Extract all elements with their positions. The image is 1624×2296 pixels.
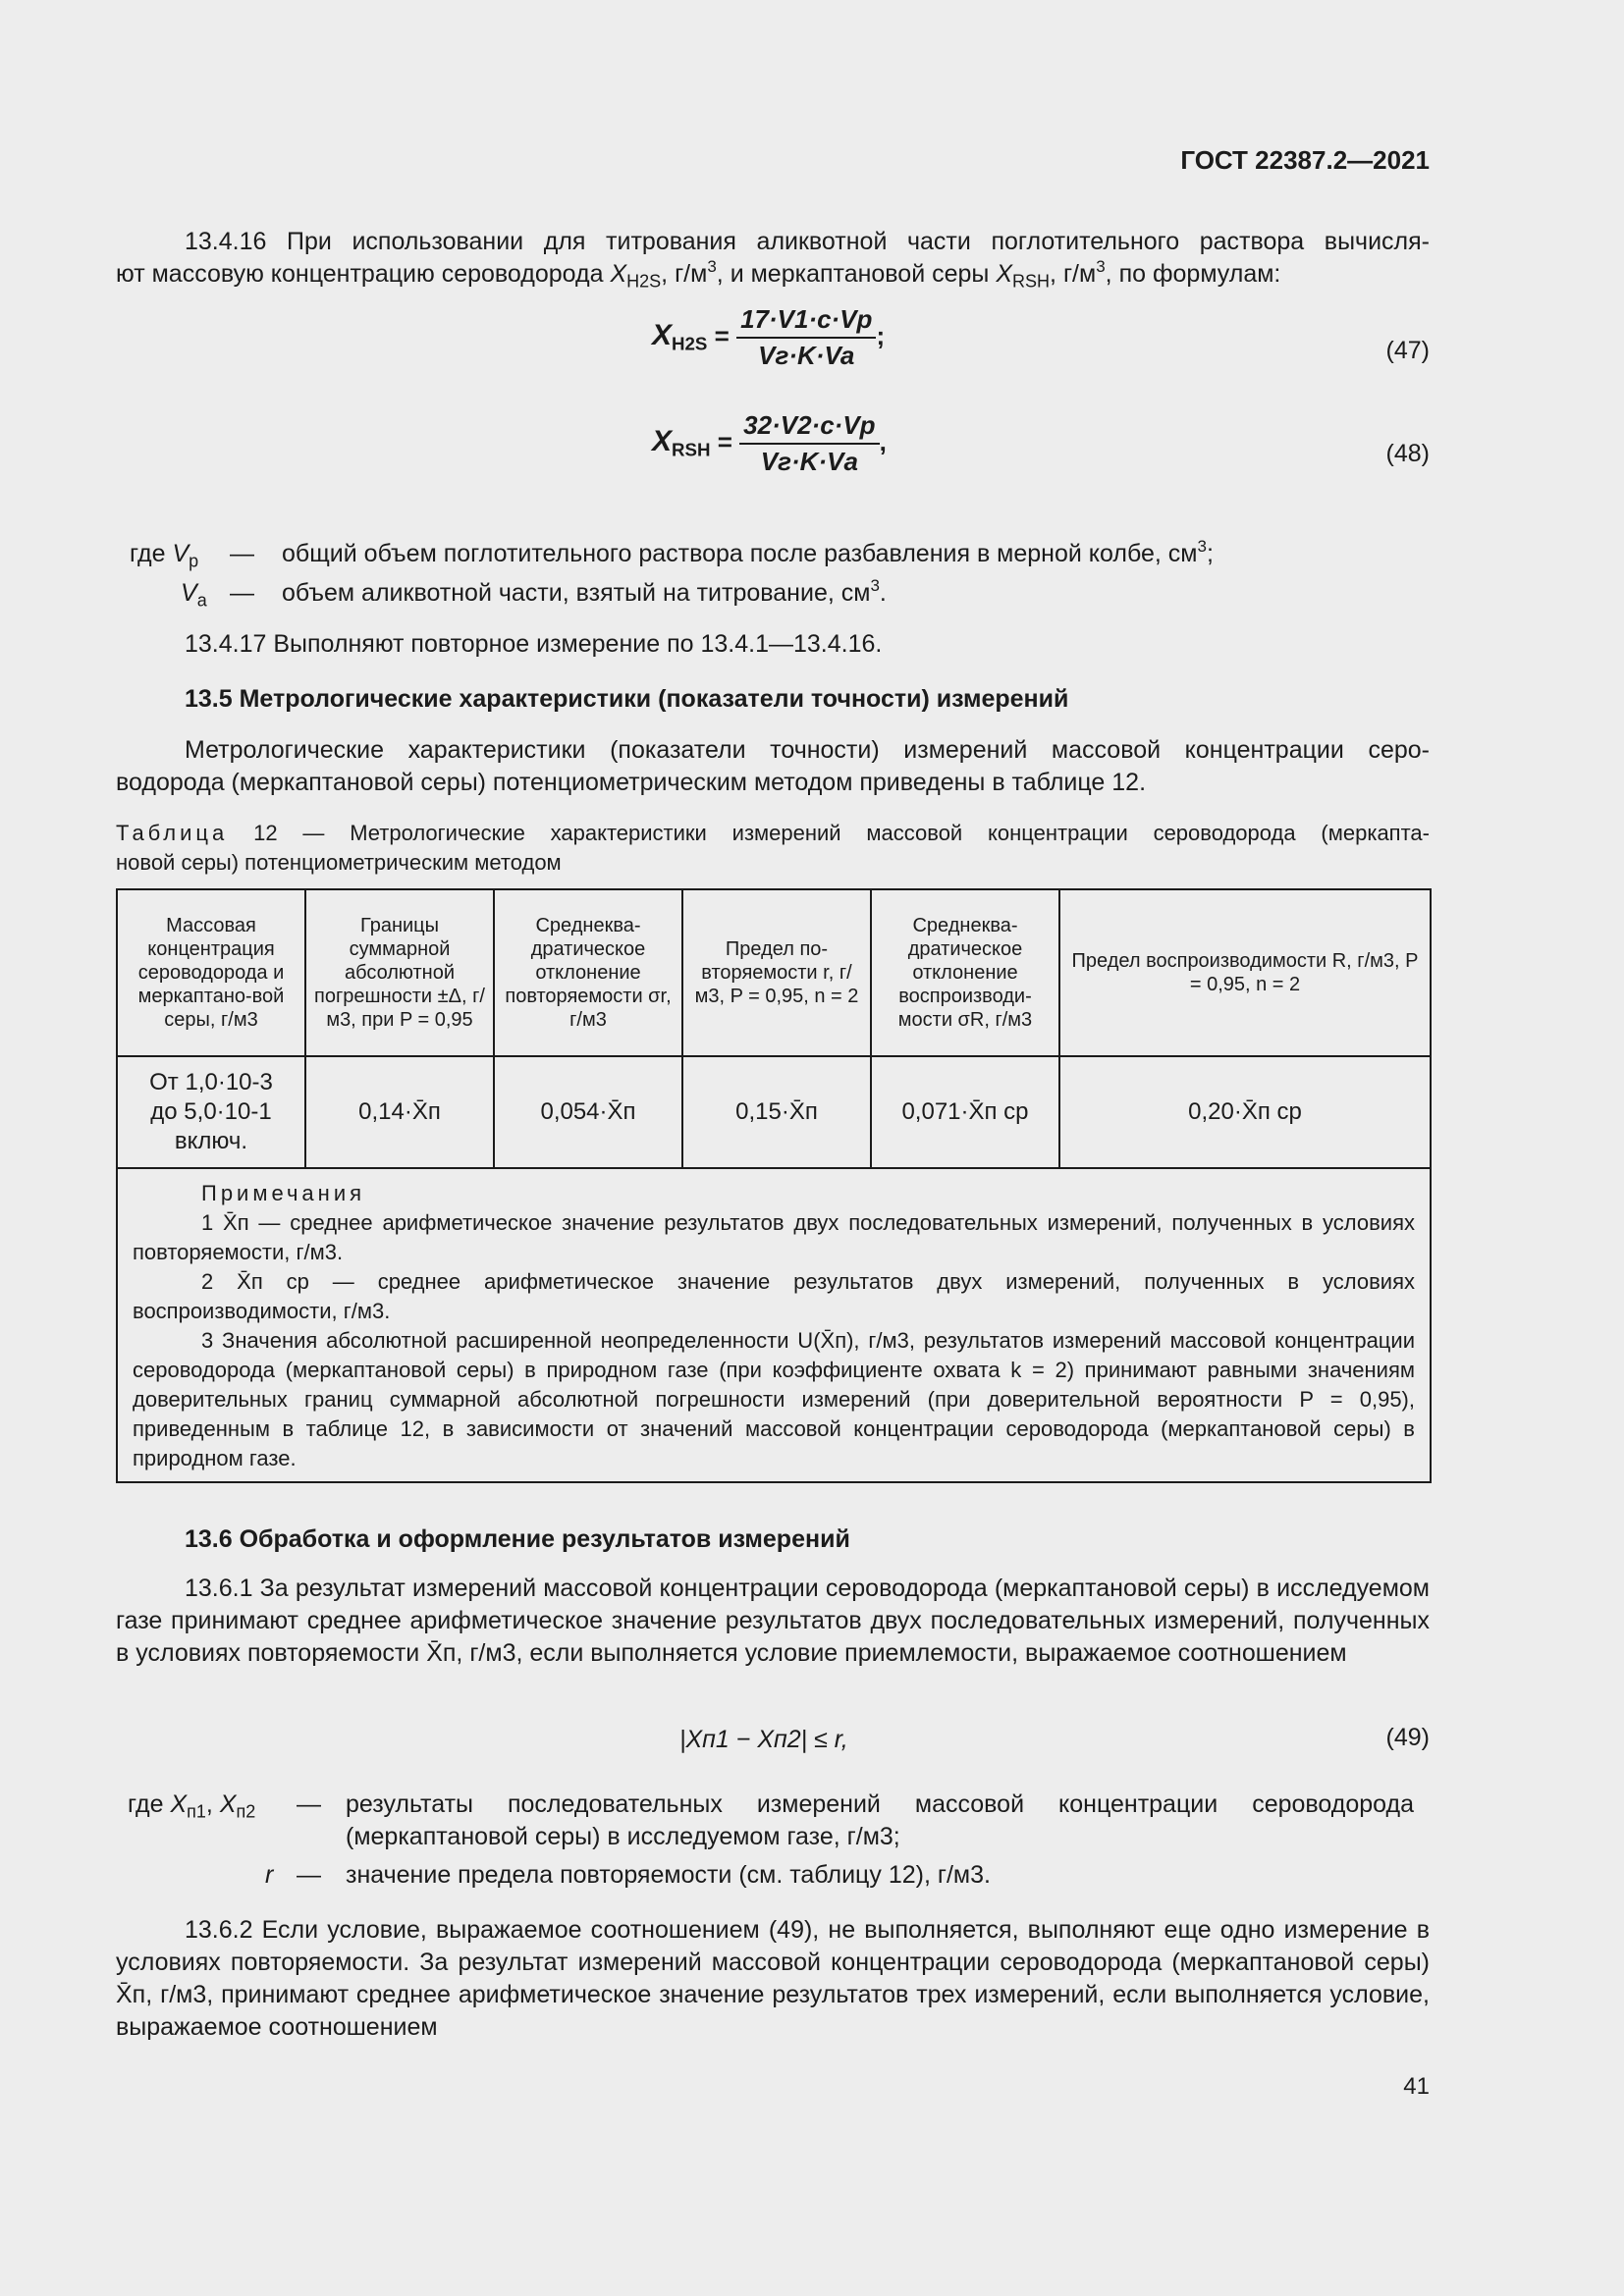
caption-line: Таблица 12 — Метрологические характеристики измерений массовой концентрации сероводорода (меркапта-: [116, 821, 1430, 845]
table-cell: От 1,0·10-3 до 5,0·10-1 включ.: [117, 1056, 305, 1168]
caption-line: новой серы) потенциометрическим методом: [116, 850, 562, 875]
note-3: 3 Значения абсолютной расширенной неопределенности U(X̄п), г/м3, результатов измерений массовой концентрации сероводорода (меркаптановой серы) в природном газе (при коэффициенте охвата k = 2) принимают равными значениям доверительных границ суммарной абсолютной погрешности измерений (при доверительной вероятности P = 0,95), приведенным в таблице 12, в зависимости от значений массовой концентрации сероводорода (меркаптановой серы) в природном газе.: [133, 1328, 1415, 1470]
table-cell: 0,071·X̄п ср: [871, 1056, 1059, 1168]
page-number: 41: [1403, 2073, 1430, 2100]
where-block-1: [130, 538, 1426, 616]
paragraph-line: водорода (меркаптановой серы) потенциометрическим методом приведены в таблице 12.: [116, 769, 1147, 796]
column-header: Предел воспроизводимости R, г/м3, P = 0,95, n = 2: [1059, 889, 1431, 1056]
column-header: Границы суммарной абсолютной погрешности ±Δ, г/м3, при P = 0,95: [305, 889, 494, 1056]
where-block-2: [128, 1789, 1414, 1906]
formula-48-number: (48): [1385, 440, 1430, 467]
where-item: $V_а$ — объем аликвотной части, взятый на титрование, $см^3$.: [181, 575, 887, 611]
note-1: 1 X̄п — среднее арифметическое значение результатов двух последовательных измерений, полученных в условиях повторяемости, г/м3.: [133, 1210, 1415, 1264]
paragraph-13-6-2: 13.6.2 Если условие, выражаемое соотношением (49), не выполняется, выполняют еще одно измерение в условиях повторяемости. За результат измерений массовой концентрации сероводорода (меркаптановой серы) X̄п, г/м3, принимают среднее арифметическое значение результатов трех измерений, если выполняется условие, выражаемое соотношением: [116, 1916, 1430, 2041]
formula-48-fraction: $\frac{32\cdot V2\cdot c\cdot Vр}{Vг\cdot K\cdot Vа}$: [739, 410, 879, 477]
paragraph-13-5: [116, 734, 1430, 799]
table-caption: [116, 819, 1430, 878]
table-notes: [117, 1168, 1431, 1482]
where-definition: значение предела повторяемости (см. таблицу 12), г/м3.: [346, 1861, 991, 1889]
paragraph-13-4-17: 13.4.17 Выполняют повторное измерение по 13.4.1—13.4.16.: [185, 630, 883, 658]
notes-title: Примечания: [201, 1181, 366, 1205]
column-header: Массовая концентрация сероводорода и меркаптано-вой серы, г/м3: [117, 889, 305, 1056]
table-row: [117, 1056, 1431, 1168]
note-2: 2 X̄п ср — среднее арифметическое значение результатов двух измерений, полученных в условиях воспроизводимости, г/м3.: [133, 1269, 1415, 1323]
section-heading-13-6: 13.6 Обработка и оформление результатов измерений: [185, 1525, 850, 1553]
table-cell: 0,20·X̄п ср: [1059, 1056, 1431, 1168]
where-item: где $V_р$ — общий объем поглотительного раствора после разбавления в мерной колбе, $см^3$;: [130, 536, 1214, 571]
formula-47: $X_{H2S}$ = $\frac{17\cdot V1\cdot c\cdot Vр}{Vг\cdot K\cdot Va}$ ;: [652, 304, 886, 370]
formula-49-number: (49): [1385, 1724, 1430, 1751]
formula-47-fraction: $\frac{17\cdot V1\cdot c\cdot Vр}{Vг\cdot K\cdot Va}$: [736, 304, 876, 371]
where-dash: —: [297, 1790, 321, 1818]
table-12: [116, 888, 1432, 1483]
table-cell: 0,15·X̄п: [682, 1056, 871, 1168]
table-notes-row: [117, 1168, 1431, 1482]
formula-49: |Xп1 − Xп2| ≤ r,: [679, 1726, 848, 1753]
formula-48: $X_{RSH}$ = $\frac{32\cdot V2\cdot c\cdot Vр}{Vг\cdot K\cdot Vа}$ ,: [652, 410, 887, 476]
where-symbol-r: r: [265, 1861, 274, 1889]
column-header: Среднеква-дратическое отклонение воспроизводи-мости σR, г/м3: [871, 889, 1059, 1056]
where-symbol-xp: где $X_{п1}$, $X_{п2}$: [128, 1790, 256, 1822]
paragraph-line: Метрологические характеристики (показатели точности) измерений массовой концентрации серо-: [185, 736, 1430, 764]
section-heading-13-5: 13.5 Метрологические характеристики (показатели точности) измерений: [185, 685, 1069, 713]
where-dash: —: [297, 1861, 321, 1889]
where-definition: результаты последовательных измерений массовой концентрации сероводорода (меркаптановой серы) в исследуемом газе, г/м3;: [346, 1790, 1414, 1850]
paragraph-line: 13.4.16 При использовании для титрования аликвотной части поглотительного раствора вычисля-: [185, 228, 1430, 255]
formula-47-number: (47): [1385, 337, 1430, 364]
table-cell: 0,14·X̄п: [305, 1056, 494, 1168]
document-id-header: ГОСТ 22387.2—2021: [1180, 145, 1430, 175]
paragraph-13-4-16: [116, 226, 1430, 291]
table-cell: 0,054·X̄п: [494, 1056, 682, 1168]
paragraph-line: ют массовую концентрацию сероводорода $X_{H2S}$, $г/м^3$, и меркаптановой серы $X_{RSH}$, $г/м^3$, по формулам:: [116, 256, 1281, 292]
column-header: Среднеква-дратическое отклонение повторяемости σr, г/м3: [494, 889, 682, 1056]
paragraph-13-6-1: 13.6.1 За результат измерений массовой концентрации сероводорода (меркаптановой серы) в исследуемом газе принимают среднее арифметическое значение результатов двух последовательных измерений, полученных в условиях повторяемости X̄п, г/м3, если выполняется условие приемлемости, выражаемое соотношением: [116, 1575, 1430, 1667]
column-header: Предел по-вторяемости r, г/м3, P = 0,95, n = 2: [682, 889, 871, 1056]
table-header-row: [117, 889, 1431, 1056]
